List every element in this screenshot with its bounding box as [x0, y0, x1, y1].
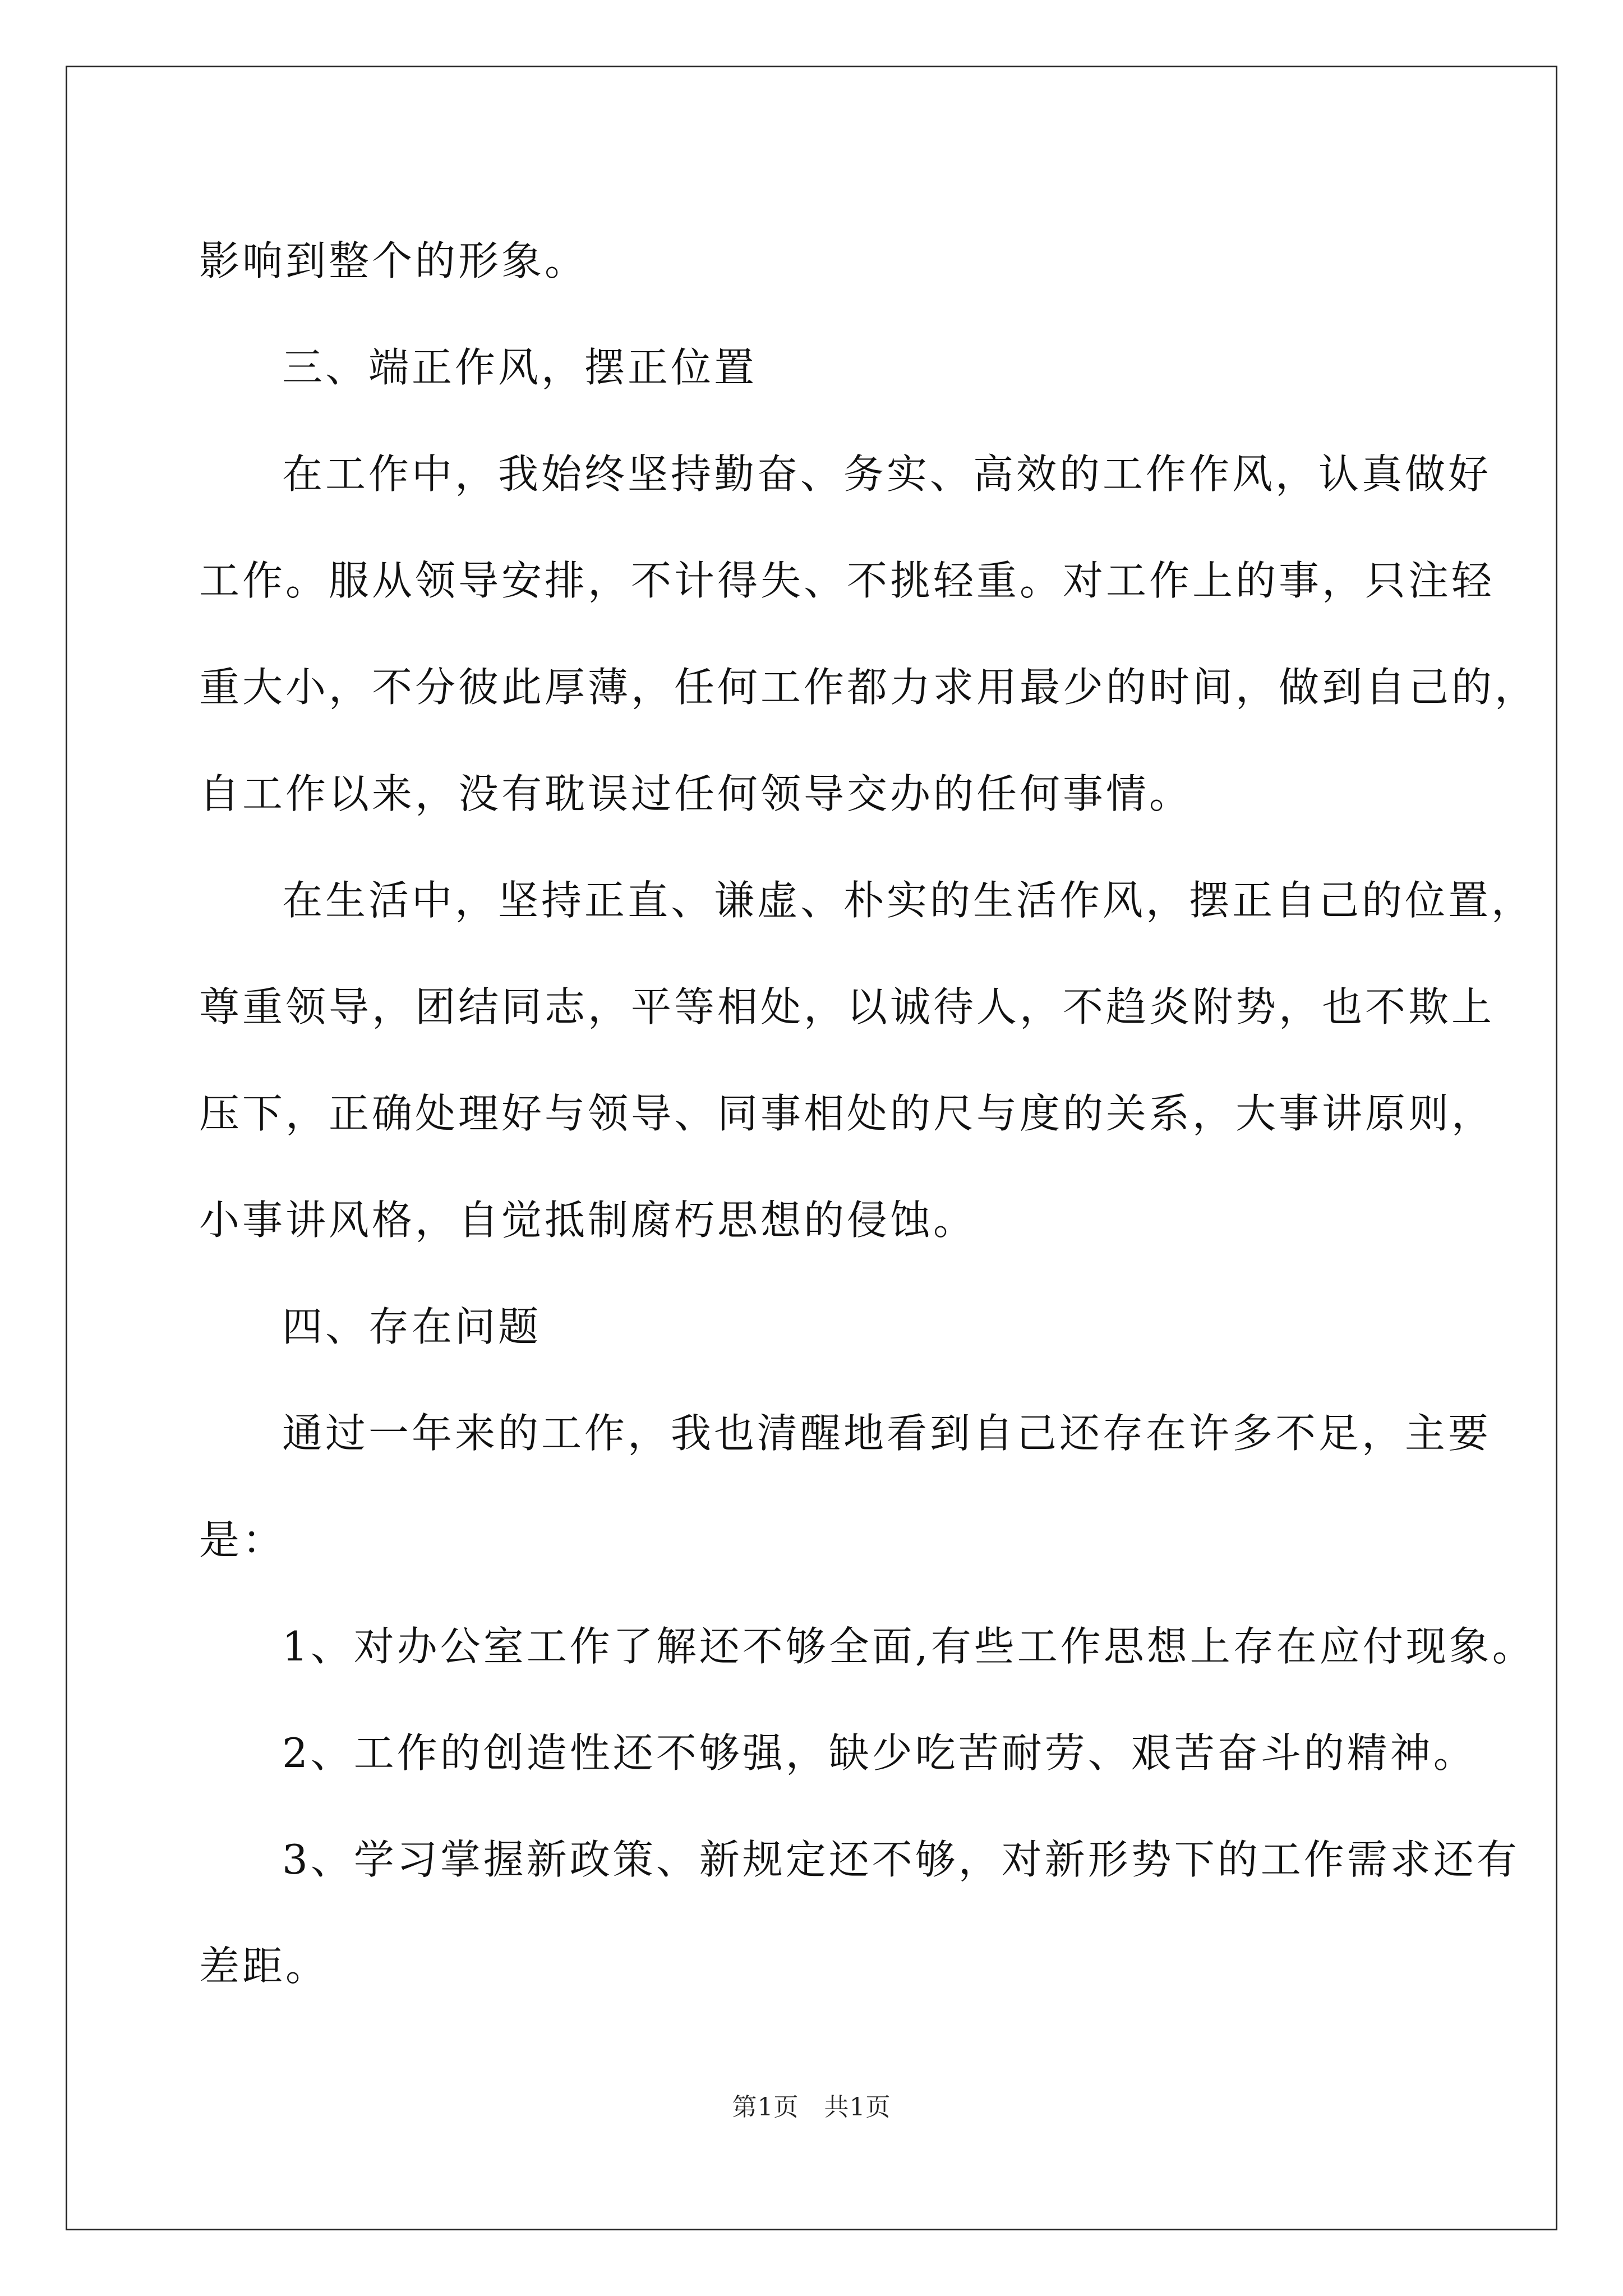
text-line: 差距。 — [199, 1943, 329, 1990]
list-item: 1、对办公室工作了解还不够全面,有些工作思想上存在应付现象。 — [282, 1623, 1536, 1670]
text-line: 影响到整个的形象。 — [199, 237, 588, 284]
text-line: 是： — [199, 1516, 286, 1563]
section-heading: 四、存在问题 — [282, 1303, 542, 1350]
page-total: 共1页 — [824, 2093, 891, 2122]
text-line: 工作。服从领导安排，不计得失、不挑轻重。对工作上的事，只注轻 — [199, 557, 1495, 604]
text-line: 压下，正确处理好与领导、同事相处的尺与度的关系，大事讲原则， — [199, 1090, 1495, 1137]
text-line: 自工作以来，没有耽误过任何领导交办的任何事情。 — [199, 770, 1193, 817]
list-item: 2、工作的创造性还不够强，缺少吃苦耐劳、艰苦奋斗的精神。 — [282, 1729, 1477, 1777]
text-line: 尊重领导，团结同志，平等相处，以诚待人，不趋炎附势，也不欺上 — [199, 983, 1495, 1030]
page-footer — [0, 2087, 1623, 2123]
page-number: 第1页 — [732, 2093, 799, 2122]
text-line: 重大小，不分彼此厚薄，任何工作都力求用最少的时间，做到自己的， — [199, 664, 1538, 711]
text-line: 小事讲风格，自觉抵制腐朽思想的侵蚀。 — [199, 1197, 977, 1244]
text-line: 在生活中，坚持正直、谦虚、朴实的生活作风，摆正自己的位置， — [282, 877, 1535, 924]
list-item: 3、学习掌握新政策、新规定还不够，对新形势下的工作需求还有 — [282, 1836, 1520, 1883]
text-line: 通过一年来的工作，我也清醒地看到自己还存在许多不足，主要 — [282, 1410, 1492, 1457]
section-heading: 三、端正作风，摆正位置 — [282, 344, 758, 391]
text-line: 在工作中，我始终坚持勤奋、务实、高效的工作作风，认真做好 — [282, 450, 1492, 498]
document-body — [199, 208, 1538, 2019]
